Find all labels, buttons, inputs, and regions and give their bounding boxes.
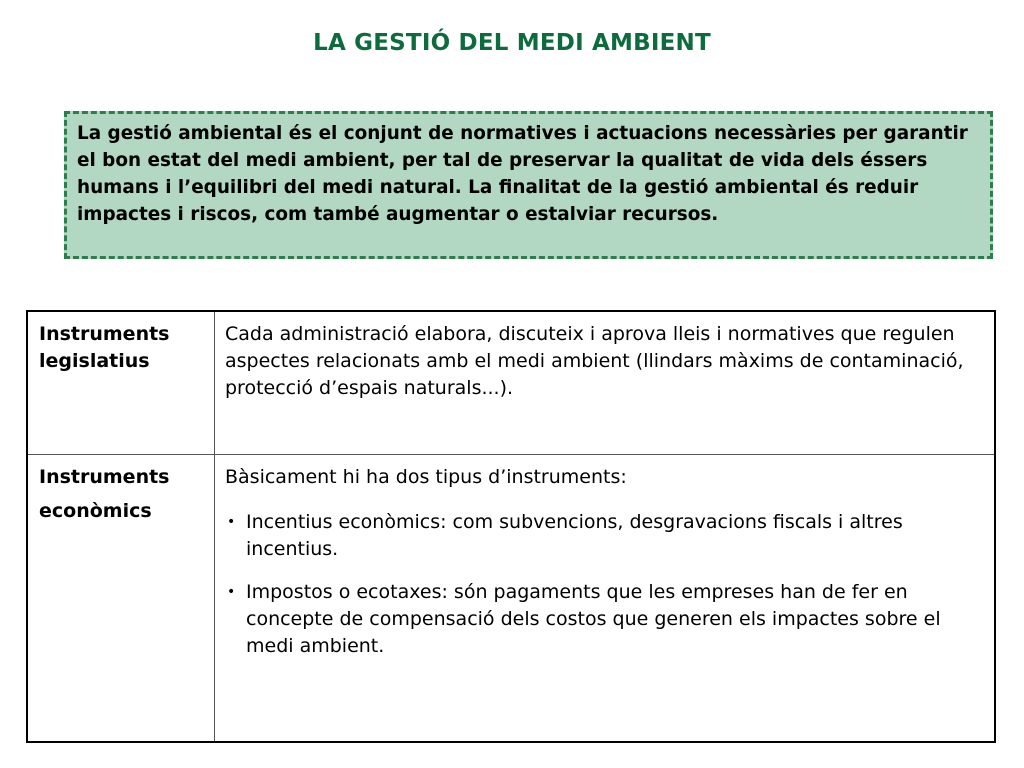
row-label-economic	[27, 455, 215, 743]
row-label-line: Instruments	[39, 466, 170, 488]
list-item-text: Incentius econòmics: com subvencions, desgravacions fiscals i altres incentius.	[246, 511, 903, 560]
table-row	[27, 311, 995, 455]
row-label-line: legislatius	[39, 350, 150, 372]
instrument-types-list	[225, 509, 982, 660]
row-description-legislative	[215, 311, 996, 455]
definition-text: La gestió ambiental és el conjunt de normatives i actuacions necessàries per garantir el bon estat del medi ambient, per tal de preservar la qualitat de vida dels éssers humans i l’equilibri del medi natural. La finalitat de la gestió ambiental és reduir impactes i riscos, com també augmentar o estalviar recursos.	[77, 123, 968, 225]
row-description-economic	[215, 455, 996, 743]
legislative-description: Cada administració elabora, discuteix i aprova lleis i normatives que regulen aspectes relacionats amb el medi ambient (llindars màxims de contaminació, protecció d’espais naturals...).	[225, 323, 964, 399]
list-item	[225, 579, 982, 660]
list-item	[225, 509, 982, 563]
list-item-text: Impostos o ecotaxes: són pagaments que les empreses han de fer en concepte de compensació dels costos que generen els impactes sobre el medi ambient.	[246, 581, 941, 657]
table-row	[27, 455, 995, 743]
row-label-line: econòmics	[39, 500, 152, 522]
instruments-table	[26, 310, 996, 743]
page-title: LA GESTIÓ DEL MEDI AMBIENT	[313, 30, 711, 56]
row-label-line: Instruments	[39, 323, 170, 345]
definition-box	[64, 111, 993, 259]
row-label-legislative	[27, 311, 215, 455]
bullet-icon: •	[227, 584, 236, 600]
bullet-icon: •	[227, 514, 236, 530]
economic-intro: Bàsicament hi ha dos tipus d’instruments:	[225, 466, 627, 488]
